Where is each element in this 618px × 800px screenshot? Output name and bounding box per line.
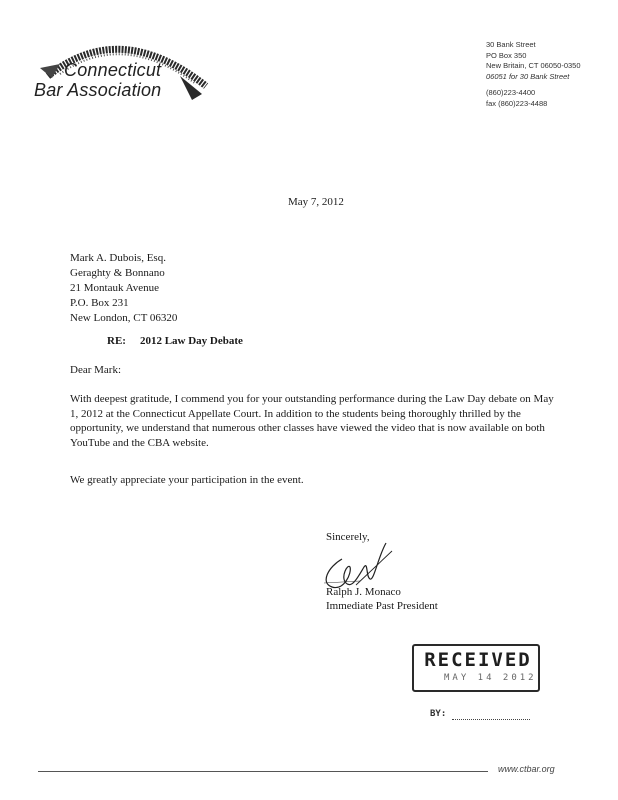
stamp-date: MAY 14 2012 (444, 673, 537, 683)
footer-website: www.ctbar.org (498, 764, 555, 774)
phone-line: (860)223-4400 (486, 88, 536, 97)
recipient-line: Geraghty & Bonnano (70, 267, 165, 279)
address-line: 30 Bank Street (486, 40, 536, 49)
fax-line: fax (860)223-4488 (486, 98, 548, 108)
body-paragraph: We greatly appreciate your participation in the event. (70, 474, 304, 486)
logo-org-line1: Connecticut (64, 60, 162, 80)
recipient-line: P.O. Box 231 (70, 297, 129, 309)
salutation: Dear Mark: (70, 364, 122, 376)
received-stamp (412, 644, 540, 692)
signer-title: Immediate Past President (326, 600, 438, 612)
re-subject: 2012 Law Day Debate (139, 335, 243, 347)
recipient-line: Mark A. Dubois, Esq. (70, 252, 166, 264)
letter-date: May 7, 2012 (288, 196, 344, 208)
recipient-block (70, 251, 177, 326)
cba-logo (30, 24, 220, 104)
body-paragraph: With deepest gratitude, I commend you for your outstanding performance during the Law Day debate on May 1, 2012 at the Connecticut Appellate Court. In addition to the students being thoroughly thrilled by the opportunity, we understand that numerous other classes have viewed the video that is now available on both YouTube and the CBA website. (70, 393, 554, 449)
address-line: 06051 for 30 Bank Street (486, 71, 570, 81)
recipient-line: 21 Montauk Avenue (70, 282, 160, 294)
stamp-by-line (452, 719, 530, 720)
letterhead-address (486, 40, 581, 109)
re-line (107, 335, 243, 347)
stamp-received-text: RECEIVED (424, 649, 532, 671)
address-line: New Britain, CT 06050-0350 (486, 61, 581, 70)
address-line: PO Box 350 (486, 50, 527, 60)
signer-name: Ralph J. Monaco (326, 586, 401, 598)
recipient-line: New London, CT 06320 (70, 312, 178, 324)
re-label: RE: (107, 335, 126, 347)
closing: Sincerely, (326, 531, 370, 543)
stamp-by-label: BY: (430, 709, 447, 719)
footer-rule (38, 771, 488, 772)
logo-org-line2: Bar Association (34, 80, 162, 100)
